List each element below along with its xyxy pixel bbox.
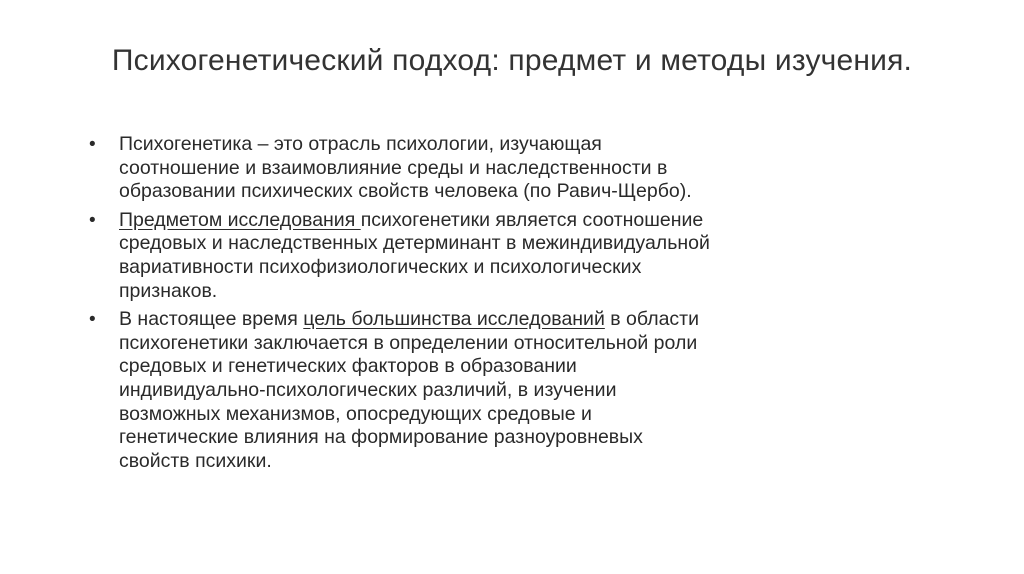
- bullet-item-1: [88, 133, 788, 204]
- text-line: возможных механизмов, опосредующих средовые и: [119, 402, 592, 425]
- text-fragment: психогенетики является соотношение: [360, 208, 704, 231]
- text-line: соотношение и взаимовлияние среды и наследственности в: [119, 156, 668, 179]
- text-line: генетические влияния на формирование разноуровневых: [119, 426, 643, 449]
- text-line: вариативности психофизиологических и психологических: [119, 255, 642, 278]
- text-line: признаков.: [119, 279, 218, 302]
- bullet-item-2: [88, 209, 788, 303]
- underlined-term: Предметом исследования: [119, 208, 361, 231]
- bullet-dot-icon: •: [89, 134, 96, 155]
- text-line: средовых и наследственных детерминант в межиндивидуальной: [119, 232, 710, 255]
- text-fragment: в области: [604, 308, 699, 331]
- bullet-dot-icon: •: [89, 309, 96, 331]
- text-line: [119, 308, 788, 332]
- text-line: Психогенетика – это отрасль психологии, изучающая: [119, 133, 602, 155]
- text-fragment: В настоящее время: [119, 308, 304, 331]
- text-line: индивидуально-психологических различий, в изучении: [119, 378, 617, 401]
- text-line: психогенетики заключается в определении относительной роли: [119, 331, 698, 354]
- text-line: [119, 209, 788, 233]
- text-line: образовании психических свойств человека (по Равич-Щербо).: [119, 180, 692, 203]
- slide-title: Психогенетический подход: предмет и методы изучения.: [111, 44, 913, 77]
- underlined-term: цель большинства исследований: [303, 308, 605, 331]
- bullet-item-3: [88, 308, 788, 473]
- bullet-dot-icon: •: [89, 209, 96, 231]
- text-line: свойств психики.: [119, 449, 272, 472]
- bullet-list: [88, 133, 788, 473]
- text-line: средовых и генетических факторов в образовании: [119, 355, 577, 378]
